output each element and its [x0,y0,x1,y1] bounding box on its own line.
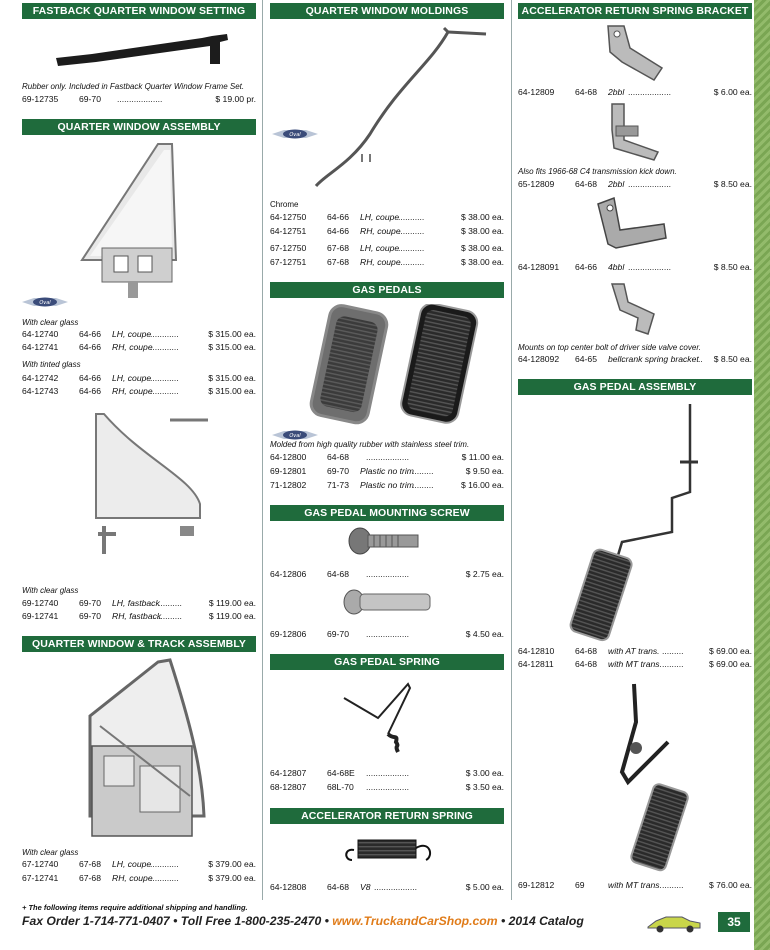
return-spring-image [342,830,438,874]
mounting-screw-image [346,525,426,559]
quarter-window-image [72,140,192,300]
page-edge-strip [754,0,770,950]
glass-label: With clear glass [22,586,79,595]
glass-label: With tinted glass [22,360,81,369]
page-number: 35 [718,912,750,932]
section-header: GAS PEDAL SPRING [270,654,504,670]
finish-label: Chrome [270,200,299,209]
toll-free: Toll Free 1-800-235-2470 [180,914,322,928]
part-row: 69-12735 69-70 ................... $ 19.00 pr. [22,94,256,104]
column-divider [511,0,512,900]
part-row: 69-12801 69-70 Plastic no trim ......... $ 9.50 ea. [270,466,504,476]
part-row: 64-12750 64-66 LH, coupe ........... $ 38.00 ea. [270,212,504,222]
fax-order: Fax Order 1-714-771-0407 [22,914,170,928]
oval-logo-icon [22,296,68,308]
section-header: GAS PEDAL ASSEMBLY [518,379,752,395]
mounting-screw-long-image [340,586,436,620]
part-row: 67-12741 67-68 RH, coupe ............ $ 379.00 ea. [22,873,256,883]
glass-label: With clear glass [22,318,79,327]
part-row: 64-128091 64-66 4bbl .................. $ 8.50 ea. [518,262,752,272]
part-row: 64-12740 64-66 LH, coupe ............ $ 315.00 ea. [22,329,256,339]
part-row: 67-12750 67-68 LH, coupe ........... $ 38.00 ea. [270,243,504,253]
fastback-window-image [82,408,222,558]
part-row: 64-12809 64-68 2bbl .................. $ 6.00 ea. [518,87,752,97]
section-header: ACCELERATOR RETURN SPRING BRACKET [518,3,752,19]
separator: • [500,914,506,928]
pedal-assembly-image [562,402,702,642]
shipping-note: + The following items require additional shipping and handling. [22,903,248,912]
order-footer [22,914,584,928]
bracket-image [602,100,672,162]
part-row: 69-12741 69-70 RH, fastback .......... $ 119.00 ea. [22,611,256,621]
svg-text:Oval: Oval [39,300,51,306]
product-note: Mounts on top center bolt of driver side valve cover. [518,343,701,352]
part-row: 64-12742 64-66 LH, coupe ............ $ 315.00 ea. [22,373,256,383]
part-row: 65-12809 64-68 2bbl .................. $ 8.50 ea. [518,179,752,189]
column-middle [270,0,504,905]
bracket-image [608,280,668,340]
section-header: GAS PEDALS [270,282,504,298]
section-header: FASTBACK QUARTER WINDOW SETTING RUBBER [22,3,256,19]
separator: • [324,914,329,928]
part-row: 64-12741 64-66 RH, coupe ............ $ 315.00 ea. [22,342,256,352]
part-row: 64-128092 64-65 bellcrank spring bracket .. $ 8.50 ea. [518,354,752,364]
pedal-spring-image [338,678,418,758]
part-row: 67-12740 67-68 LH, coupe ............ $ 379.00 ea. [22,859,256,869]
section-header: QUARTER WINDOW & TRACK ASSEMBLY [22,636,256,652]
part-row: 64-12751 64-66 RH, coupe ........... $ 38.00 ea. [270,226,504,236]
column-left [22,0,256,905]
product-note: Molded from high quality rubber with stainless steel trim. [270,440,470,449]
column-right [518,0,752,905]
part-row: 64-12808 64-68 V8 .................. $ 5.00 ea. [270,882,504,892]
section-header: ACCELERATOR RETURN SPRING [270,808,504,824]
bracket-image [602,22,672,86]
part-row: 64-12811 64-68 with MT trans. ......... $ 69.00 ea. [518,659,752,669]
part-row: 69-12812 69 with MT trans. ......... $ 76.00 ea. [518,880,752,890]
glass-label: With clear glass [22,848,79,857]
catalog-year: 2014 Catalog [508,914,584,928]
separator: • [173,914,178,928]
product-note: Also fits 1966-68 C4 transmission kick down. [518,167,677,176]
part-row: 64-12800 64-68 .................. $ 11.00 ea. [270,452,504,462]
product-note: Rubber only. Included in Fastback Quarter Window Frame Set. [22,82,245,91]
gas-pedals-image [298,304,488,428]
setting-rubber-image [52,24,232,72]
website-link[interactable]: www.TruckandCarShop.com [332,914,498,928]
part-row: 64-12806 64-68 .................. $ 2.75 ea. [270,569,504,579]
bracket-image [594,194,674,254]
column-divider [262,0,263,900]
section-header: QUARTER WINDOW MOLDINGS [270,3,504,19]
car-logo-icon [646,911,702,933]
part-row: 64-12810 64-68 with AT trans. ......... $ 69.00 ea. [518,646,752,656]
section-header: GAS PEDAL MOUNTING SCREW [270,505,504,521]
track-assembly-image [70,656,210,846]
part-row: 67-12751 67-68 RH, coupe ........... $ 38.00 ea. [270,257,504,267]
section-header: QUARTER WINDOW ASSEMBLY [22,119,256,135]
part-row: 68-12807 68L-70 .................. $ 3.50 ea. [270,782,504,792]
part-row: 64-12807 64-68E .................. $ 3.00 ea. [270,768,504,778]
molding-image [310,24,490,194]
svg-text:Oval: Oval [289,132,301,138]
svg-text:Oval: Oval [289,433,301,439]
part-row: 69-12740 69-70 LH, fastback .......... $ 119.00 ea. [22,598,256,608]
part-row: 64-12743 64-66 RH, coupe ............ $ 315.00 ea. [22,386,256,396]
part-row: 69-12806 69-70 .................. $ 4.50 ea. [270,629,504,639]
pedal-assembly-image [588,682,698,872]
part-row: 71-12802 71-73 Plastic no trim ......... $ 16.00 ea. [270,480,504,490]
